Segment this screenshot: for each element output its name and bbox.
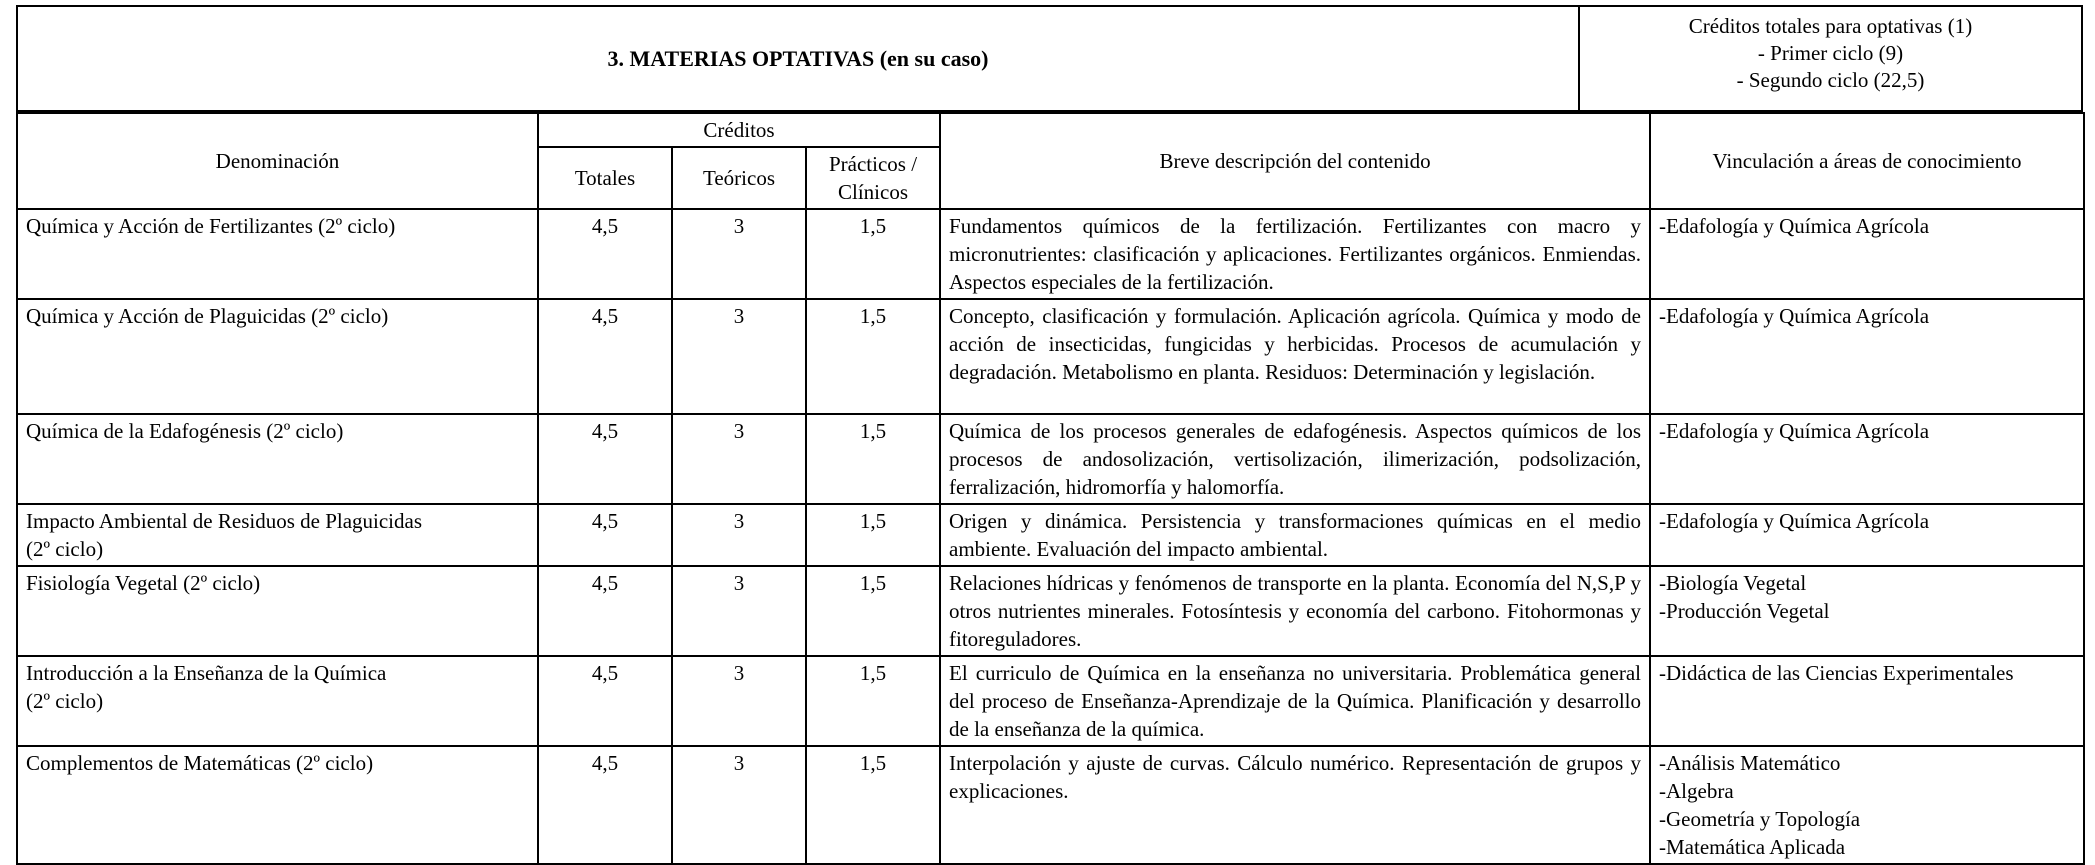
- area-item: -Geometría y Topología: [1659, 807, 1861, 831]
- total-credits: 4,5: [538, 414, 672, 504]
- theory-credits: 3: [672, 656, 806, 746]
- practical-credits: 1,5: [806, 209, 940, 299]
- practical-credits: 1,5: [806, 566, 940, 656]
- column-header-description: Breve descripción del contenido: [940, 113, 1650, 209]
- knowledge-areas: [1650, 414, 2084, 504]
- theory-credits: 3: [672, 566, 806, 656]
- subject-name: [17, 504, 538, 566]
- second-cycle-credits: - Segundo ciclo (22,5): [1736, 68, 1925, 92]
- knowledge-areas: [1650, 209, 2084, 299]
- table-row: [17, 209, 2084, 299]
- header-box: [16, 5, 2083, 112]
- total-credits: 4,5: [538, 209, 672, 299]
- knowledge-areas: [1650, 504, 2084, 566]
- subject-name: [17, 566, 538, 656]
- knowledge-areas: [1650, 299, 2084, 414]
- subject-description: El curriculo de Química en la enseñanza no universitaria. Problemática general del proceso de Enseñanza-Aprendizaje de la Química. Planificación y desarrollo de la enseñanza de la química.: [940, 656, 1650, 746]
- subject-description: Fundamentos químicos de la fertilización. Fertilizantes con macro y micronutrientes: clasificación y aplicaciones. Fertilizantes orgánicos. Enmiendas. Aspectos especiales de la fertilización.: [940, 209, 1650, 299]
- table-row: [17, 746, 2084, 864]
- practical-header-line-1: Prácticos /: [828, 152, 918, 176]
- theory-credits: 3: [672, 504, 806, 566]
- area-item: -Didáctica de las Ciencias Experimentales: [1659, 661, 2014, 685]
- total-credits: 4,5: [538, 746, 672, 864]
- column-header-total: Totales: [538, 147, 672, 209]
- table-row: [17, 504, 2084, 566]
- practical-credits: 1,5: [806, 746, 940, 864]
- page-title: 3. MATERIAS OPTATIVAS (en su caso): [18, 7, 1580, 110]
- practical-credits: 1,5: [806, 656, 940, 746]
- area-item: -Edafología y Química Agrícola: [1659, 304, 1930, 328]
- area-item: -Análisis Matemático: [1659, 751, 1841, 775]
- subject-description: Relaciones hídricas y fenómenos de transporte en la planta. Economía del N,S,P y otros nutrientes minerales. Fotosíntesis y economía del carbono. Fitohormonas y fitoreguladores.: [940, 566, 1650, 656]
- practical-header-line-2: Clínicos: [838, 180, 909, 204]
- subject-name-line: Química y Acción de Plaguicidas (2º ciclo): [26, 304, 389, 328]
- subject-name-line: Introducción a la Enseñanza de la Química: [26, 661, 387, 685]
- table-row: [17, 299, 2084, 414]
- practical-credits: 1,5: [806, 504, 940, 566]
- subject-name: [17, 746, 538, 864]
- column-header-practical: [806, 147, 940, 209]
- table-row: [17, 414, 2084, 504]
- subject-name-line: Química de la Edafogénesis (2º ciclo): [26, 419, 344, 443]
- column-header-denomination: Denominación: [17, 113, 538, 209]
- subject-name: [17, 656, 538, 746]
- subject-name-line: Química y Acción de Fertilizantes (2º ciclo): [26, 214, 396, 238]
- area-item: -Producción Vegetal: [1659, 599, 1830, 623]
- optional-subjects-table: [16, 112, 2085, 865]
- practical-credits: 1,5: [806, 414, 940, 504]
- theory-credits: 3: [672, 299, 806, 414]
- column-header-theory: Teóricos: [672, 147, 806, 209]
- subject-description: Origen y dinámica. Persistencia y transformaciones químicas en el medio ambiente. Evaluación del impacto ambiental.: [940, 504, 1650, 566]
- total-credits: 4,5: [538, 656, 672, 746]
- column-header-areas: Vinculación a áreas de conocimiento: [1650, 113, 2084, 209]
- subject-description: Química de los procesos generales de edafogénesis. Aspectos químicos de los procesos de andosolización, vertisolización, ilimerización, podsolización, ferralización, hidromorfía y halomorfía.: [940, 414, 1650, 504]
- area-item: -Biología Vegetal: [1659, 571, 1807, 595]
- total-credits: 4,5: [538, 299, 672, 414]
- subject-name: [17, 299, 538, 414]
- subject-name-line: (2º ciclo): [26, 537, 104, 561]
- area-item: -Edafología y Química Agrícola: [1659, 509, 1930, 533]
- area-item: -Edafología y Química Agrícola: [1659, 419, 1930, 443]
- subject-name-line: Complementos de Matemáticas (2º ciclo): [26, 751, 374, 775]
- total-credits-box: [1580, 7, 2081, 110]
- subject-name-line: Fisiología Vegetal (2º ciclo): [26, 571, 261, 595]
- subject-name-line: (2º ciclo): [26, 689, 104, 713]
- area-item: -Matemática Aplicada: [1659, 835, 1846, 859]
- area-item: -Algebra: [1659, 779, 1734, 803]
- area-item: -Edafología y Química Agrícola: [1659, 214, 1930, 238]
- knowledge-areas: [1650, 746, 2084, 864]
- theory-credits: 3: [672, 209, 806, 299]
- knowledge-areas: [1650, 656, 2084, 746]
- subject-name-line: Impacto Ambiental de Residuos de Plaguicidas: [26, 509, 423, 533]
- column-header-credits: Créditos: [538, 113, 940, 147]
- first-cycle-credits: - Primer ciclo (9): [1757, 41, 1904, 65]
- knowledge-areas: [1650, 566, 2084, 656]
- table-row: [17, 566, 2084, 656]
- subject-name: [17, 209, 538, 299]
- theory-credits: 3: [672, 746, 806, 864]
- total-credits: 4,5: [538, 504, 672, 566]
- total-credits-title: Créditos totales para optativas (1): [1688, 14, 1973, 38]
- total-credits: 4,5: [538, 566, 672, 656]
- subject-description: Concepto, clasificación y formulación. Aplicación agrícola. Química y modo de acción de insecticidas, fungicidas y herbicidas. Procesos de acumulación y degradación. Metabolismo en planta. Residuos: Determinación y legislación.: [940, 299, 1650, 414]
- subject-name: [17, 414, 538, 504]
- subject-description: Interpolación y ajuste de curvas. Cálculo numérico. Representación de grupos y explicaciones.: [940, 746, 1650, 864]
- practical-credits: 1,5: [806, 299, 940, 414]
- theory-credits: 3: [672, 414, 806, 504]
- table-row: [17, 656, 2084, 746]
